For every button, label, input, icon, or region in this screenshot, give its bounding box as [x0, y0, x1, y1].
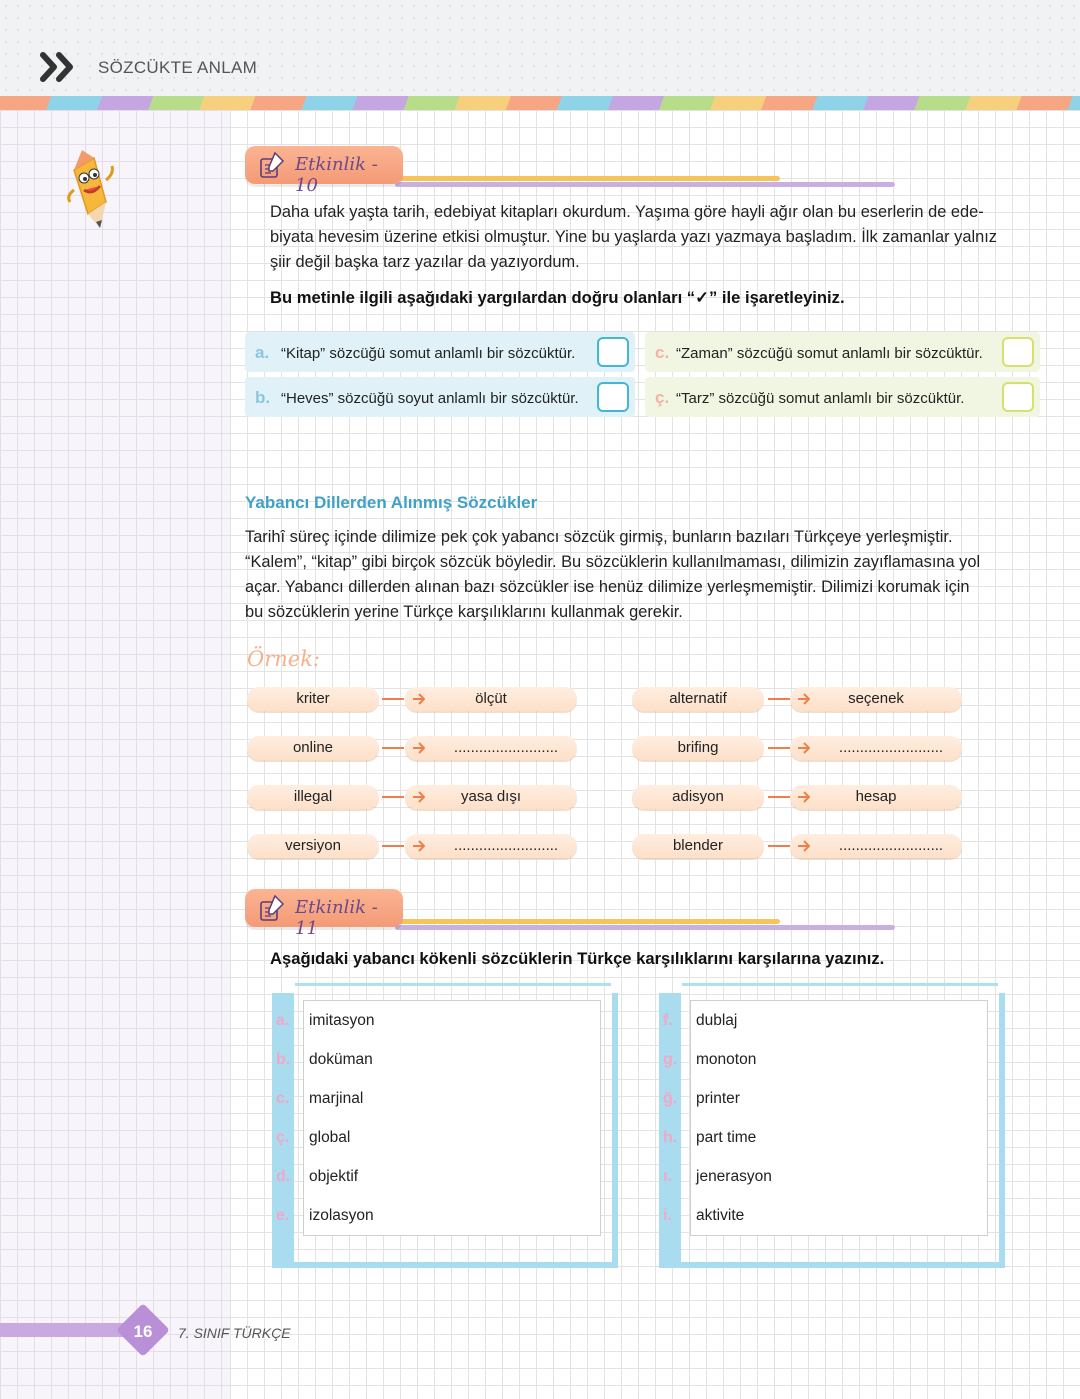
- row-letter: h.: [663, 1129, 678, 1146]
- row-letter: a.: [276, 1012, 290, 1029]
- table-frame: [682, 983, 998, 986]
- row-word: jenerasyon: [690, 1157, 843, 1196]
- answer-cell[interactable]: [455, 1079, 601, 1118]
- turkish-word: [790, 736, 962, 760]
- table-frame: [272, 1262, 618, 1268]
- paragraph-line: açar. Yabancı dillerden alınan bazı sözcükler ise henüz dilimize yerleşmemiştir. Dilimizi korumak için: [245, 578, 970, 596]
- row-letter: i.: [663, 1207, 672, 1224]
- answer-cell[interactable]: [455, 1001, 601, 1040]
- paragraph-line: bu sözcüklerin yerine Türkçe karşılıklarını kullanmak gerekir.: [245, 603, 683, 621]
- answer-cell[interactable]: [842, 1001, 988, 1040]
- answer-blank[interactable]: .........................: [453, 837, 559, 854]
- turkish-word-text: yasa dışı: [460, 788, 522, 805]
- foreign-word: illegal: [247, 785, 379, 809]
- foreign-word: alternatif: [632, 687, 764, 711]
- table-frame: [659, 1262, 1005, 1268]
- page-header: [0, 0, 1080, 96]
- statement-text: “Kitap” sözcüğü somut anlamlı bir sözcüktür.: [281, 345, 576, 362]
- row-word: aktivite: [690, 1196, 843, 1235]
- row-word: objektif: [303, 1157, 456, 1196]
- answer-blank[interactable]: .........................: [838, 739, 944, 756]
- answer-cell[interactable]: [455, 1118, 601, 1157]
- row-word: part time: [690, 1118, 843, 1157]
- row-letter: g.: [663, 1051, 678, 1068]
- table-row: [663, 1001, 988, 1041]
- arrow-right-icon: [411, 790, 427, 804]
- paragraph-line: “Kalem”, “kitap” gibi birçok sözcük böyledir. Bu sözcüklerin kullanılmaması, dilimizin zayıflamasına yol: [245, 553, 981, 571]
- header-title: SÖZCÜKTE ANLAM: [98, 58, 258, 77]
- header-bar: [395, 176, 780, 181]
- turkish-word: [790, 687, 962, 711]
- answer-cell[interactable]: [842, 1157, 988, 1196]
- activity-label: Etkinlik - 10: [295, 154, 378, 196]
- table-row: [663, 1196, 988, 1236]
- arrow-right-icon: [796, 839, 812, 853]
- connector-line: [768, 796, 790, 798]
- arrow-right-icon: [796, 692, 812, 706]
- table-row: [663, 1079, 988, 1119]
- foreign-word: adisyon: [632, 785, 764, 809]
- header-bar: [395, 925, 895, 930]
- row-word: dublaj: [690, 1001, 843, 1040]
- connector-line: [382, 698, 404, 700]
- table-row: [276, 1001, 601, 1041]
- foreign-word: brifing: [632, 736, 764, 760]
- section-paragraph: [245, 525, 1010, 625]
- double-chevron-icon: [40, 52, 76, 82]
- turkish-word: [790, 785, 962, 809]
- statement-text: “Zaman” sözcüğü somut anlamlı bir sözcüktür.: [676, 345, 983, 362]
- pencil-mascot-icon: [60, 140, 120, 236]
- table-row: [276, 1040, 601, 1080]
- page-number: 16: [133, 1322, 153, 1341]
- activity-10-instruction: Bu metinle ilgili aşağıdaki yargılardan doğru olanları “✓” ile işaretleyiniz.: [270, 288, 845, 307]
- activity-11-header: [245, 889, 665, 939]
- connector-line: [768, 845, 790, 847]
- header-bar: [395, 919, 780, 924]
- checkbox[interactable]: [1002, 337, 1034, 367]
- turkish-word: [405, 687, 577, 711]
- connector-line: [768, 698, 790, 700]
- activity-label: Etkinlik - 11: [295, 897, 378, 939]
- arrow-right-icon: [411, 741, 427, 755]
- writing-hand-icon: [253, 894, 287, 922]
- answer-blank[interactable]: .........................: [838, 837, 944, 854]
- table-row: [276, 1196, 601, 1236]
- paragraph-line: biyata hevesim üzerine etkisi olmuştur. Yine bu yaşlarda yazı yazmaya başladım. İlk zamanlar yalnız: [270, 228, 997, 246]
- answer-blank[interactable]: .........................: [453, 739, 559, 756]
- row-word: monoton: [690, 1040, 843, 1079]
- connector-line: [382, 796, 404, 798]
- row-word: global: [303, 1118, 456, 1157]
- color-stripe: [0, 96, 1080, 110]
- footer-bar: [0, 1323, 130, 1337]
- row-letter: ğ.: [663, 1090, 678, 1107]
- answer-cell[interactable]: [842, 1118, 988, 1157]
- activity-10-header: [245, 146, 665, 196]
- section-title: Yabancı Dillerden Alınmış Sözcükler: [245, 493, 538, 512]
- paragraph-line: Daha ufak yaşta tarih, edebiyat kitapları okurdum. Yaşıma göre hayli ağır olan bu eserlerin de ede-: [270, 203, 984, 221]
- turkish-word: [405, 834, 577, 858]
- answer-cell[interactable]: [842, 1079, 988, 1118]
- statement-text: “Heves” sözcüğü soyut anlamlı bir sözcüktür.: [281, 390, 579, 407]
- statement-letter: b.: [255, 388, 271, 407]
- table-row: [276, 1157, 601, 1197]
- row-word: doküman: [303, 1040, 456, 1079]
- answer-cell[interactable]: [455, 1157, 601, 1196]
- activity-11-instruction: Aşağıdaki yabancı kökenli sözcüklerin Türkçe karşılıklarını karşılarına yazınız.: [270, 949, 885, 968]
- turkish-word: [405, 785, 577, 809]
- activity-tag: [245, 889, 403, 939]
- connector-line: [382, 747, 404, 749]
- row-letter: c.: [276, 1090, 290, 1107]
- row-word: izolasyon: [303, 1196, 456, 1235]
- turkish-word: [405, 736, 577, 760]
- row-letter: ç.: [276, 1129, 290, 1146]
- turkish-word-text: hesap: [855, 788, 897, 805]
- arrow-right-icon: [411, 692, 427, 706]
- paragraph-line: şiir değil başka tarz yazılar da yazıyordum.: [270, 253, 580, 271]
- table-frame: [999, 993, 1005, 1266]
- row-word: marjinal: [303, 1079, 456, 1118]
- activity-tag: [245, 146, 403, 196]
- answer-cell[interactable]: [842, 1040, 988, 1079]
- book-title: 7. SINIF TÜRKÇE: [178, 1325, 291, 1341]
- table-row: [276, 1118, 601, 1158]
- statement-a: [245, 332, 635, 372]
- row-word: printer: [690, 1079, 843, 1118]
- header-bar: [395, 182, 895, 187]
- table-frame: [295, 983, 611, 986]
- connector-line: [382, 845, 404, 847]
- checkbox[interactable]: [1002, 382, 1034, 412]
- statement-text: “Tarz” sözcüğü somut anlamlı bir sözcüktür.: [676, 390, 965, 407]
- foreign-word: blender: [632, 834, 764, 858]
- activity-10-paragraph: [270, 200, 1010, 275]
- arrow-right-icon: [796, 741, 812, 755]
- row-letter: d.: [276, 1168, 291, 1185]
- left-margin-panel: [0, 110, 230, 1399]
- foreign-word: online: [247, 736, 379, 760]
- statement-letter: a.: [255, 343, 270, 362]
- statement-letter: c.: [655, 343, 670, 362]
- row-letter: b.: [276, 1051, 291, 1068]
- answer-cell[interactable]: [455, 1040, 601, 1079]
- row-word: imitasyon: [303, 1001, 456, 1040]
- turkish-word-text: seçenek: [848, 690, 904, 707]
- table-row: [663, 1157, 988, 1197]
- statement-letter: ç.: [655, 388, 670, 407]
- arrow-right-icon: [411, 839, 427, 853]
- table-frame: [612, 993, 618, 1266]
- checkbox[interactable]: [597, 337, 629, 367]
- turkish-word: [790, 834, 962, 858]
- checkbox[interactable]: [597, 382, 629, 412]
- arrow-right-icon: [796, 790, 812, 804]
- table-row: [663, 1040, 988, 1080]
- statement-c: [645, 332, 1040, 372]
- writing-hand-icon: [253, 151, 287, 179]
- answer-cell[interactable]: [455, 1196, 601, 1235]
- table-row: [276, 1079, 601, 1119]
- turkish-word-text: ölçüt: [475, 690, 507, 707]
- foreign-word: kriter: [247, 687, 379, 711]
- connector-line: [768, 747, 790, 749]
- row-letter: e.: [276, 1207, 290, 1224]
- statement-b: [245, 377, 635, 417]
- row-letter: f.: [663, 1012, 673, 1029]
- table-row: [663, 1118, 988, 1158]
- paragraph-line: Tarihî süreç içinde dilimize pek çok yabancı sözcük girmiş, bunların bazıları Türkçeye yerleşmiştir.: [245, 528, 953, 546]
- statement-cc: [645, 377, 1040, 417]
- answer-cell[interactable]: [842, 1196, 988, 1235]
- foreign-word: versiyon: [247, 834, 379, 858]
- row-letter: ı.: [663, 1168, 672, 1185]
- example-label: Örnek:: [247, 647, 321, 671]
